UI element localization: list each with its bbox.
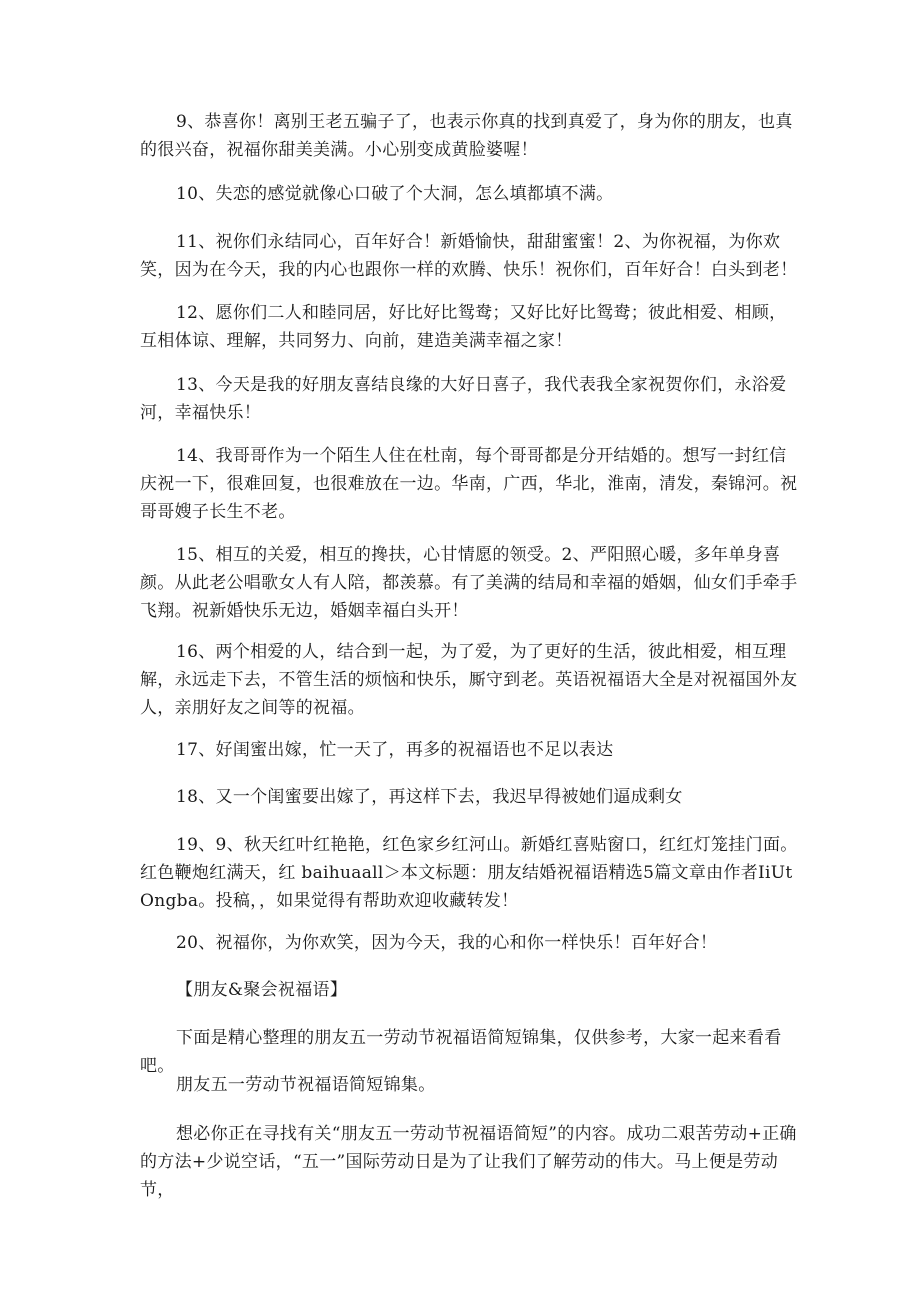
subtitle-paragraph: 朋友五一劳动节祝福语简短锦集。 (176, 1075, 436, 1095)
paragraph-13: 13、今天是我的好朋友喜结良缘的大好日喜子，我代表我全家祝贺你们，永浴爱河，幸福快乐！ (140, 375, 787, 423)
paragraph-9: 9、恭喜你！离别王老五骗子了，也表示你真的找到真爱了，身为你的朋友，也真的很兴奋，祝福你甜美美满。小心别变成黄脸婆喔！ (140, 112, 793, 160)
paragraph-15: 15、相互的关爱，相互的搀扶，心甘情愿的领受。2、严阳照心暖，多年单身喜颜。从此老公唱歌女人有人陪，都羡慕。有了美满的结局和幸福的婚姻，仙女们手牵手飞翔。祝新婚快乐无边，婚姻幸福白头开！ (140, 545, 798, 621)
paragraph-19: 19、9、秋天红叶红艳艳，红色家乡红河山。新婚红喜贴窗口，红红灯笼挂门面。红色鞭炮红满天，红 baihuaall＞本文标题：朋友结婚祝福语精选5篇文章由作者IiUtOngba。投稿，，如果觉得有帮助欢迎收藏转发！ (140, 835, 798, 911)
paragraph-10: 10、失恋的感觉就像心口破了个大洞，怎么填都填不满。 (176, 184, 614, 204)
intro-paragraph: 下面是精心整理的朋友五一劳动节祝福语简短锦集，仅供参考，大家一起来看看吧。 (140, 1028, 782, 1076)
paragraph-17: 17、好闺蜜出嫁，忙一天了，再多的祝福语也不足以表达 (176, 740, 614, 760)
closing-paragraph: 想必你正在寻找有关“朋友五一劳动节祝福语简短”的内容。成功二艰苦劳动+正确的方法+少说空话，“五一”国际劳动日是为了让我们了解劳动的伟大。马上便是劳动节， (140, 1124, 797, 1200)
paragraph-12: 12、愿你们二人和睦同居，好比好比鸳鸯；又好比好比鸳鸯；彼此相爱、相顾，互相体谅、理解，共同努力、向前，建造美满幸福之家！ (140, 303, 787, 351)
paragraph-18: 18、又一个闺蜜要出嫁了，再这样下去，我迟早得被她们逼成剩女 (176, 787, 683, 807)
paragraph-14: 14、我哥哥作为一个陌生人住在杜南，每个哥哥都是分开结婚的。想写一封红信庆祝一下，很难回复，也很难放在一边。华南，广西，华北，淮南，清发，秦锦河。祝哥哥嫂子长生不老。 (140, 446, 798, 522)
section-heading: 【朋友&聚会祝福语】 (176, 980, 348, 1000)
paragraph-20: 20、祝福你，为你欢笑，因为今天，我的心和你一样快乐！百年好合！ (176, 933, 718, 953)
paragraph-16: 16、两个相爱的人，结合到一起，为了爱，为了更好的生活，彼此相爱，相互理解，永远走下去，不管生活的烦恼和快乐，厮守到老。英语祝福语大全是对祝福国外友人，亲朋好友之间等的祝福。 (140, 642, 798, 718)
paragraph-11: 11、祝你们永结同心，百年好合！新婚愉快，甜甜蜜蜜！2、为你祝福，为你欢笑，因为在今天，我的内心也跟你一样的欢腾、快乐！祝你们，百年好合！白头到老！ (140, 232, 798, 280)
